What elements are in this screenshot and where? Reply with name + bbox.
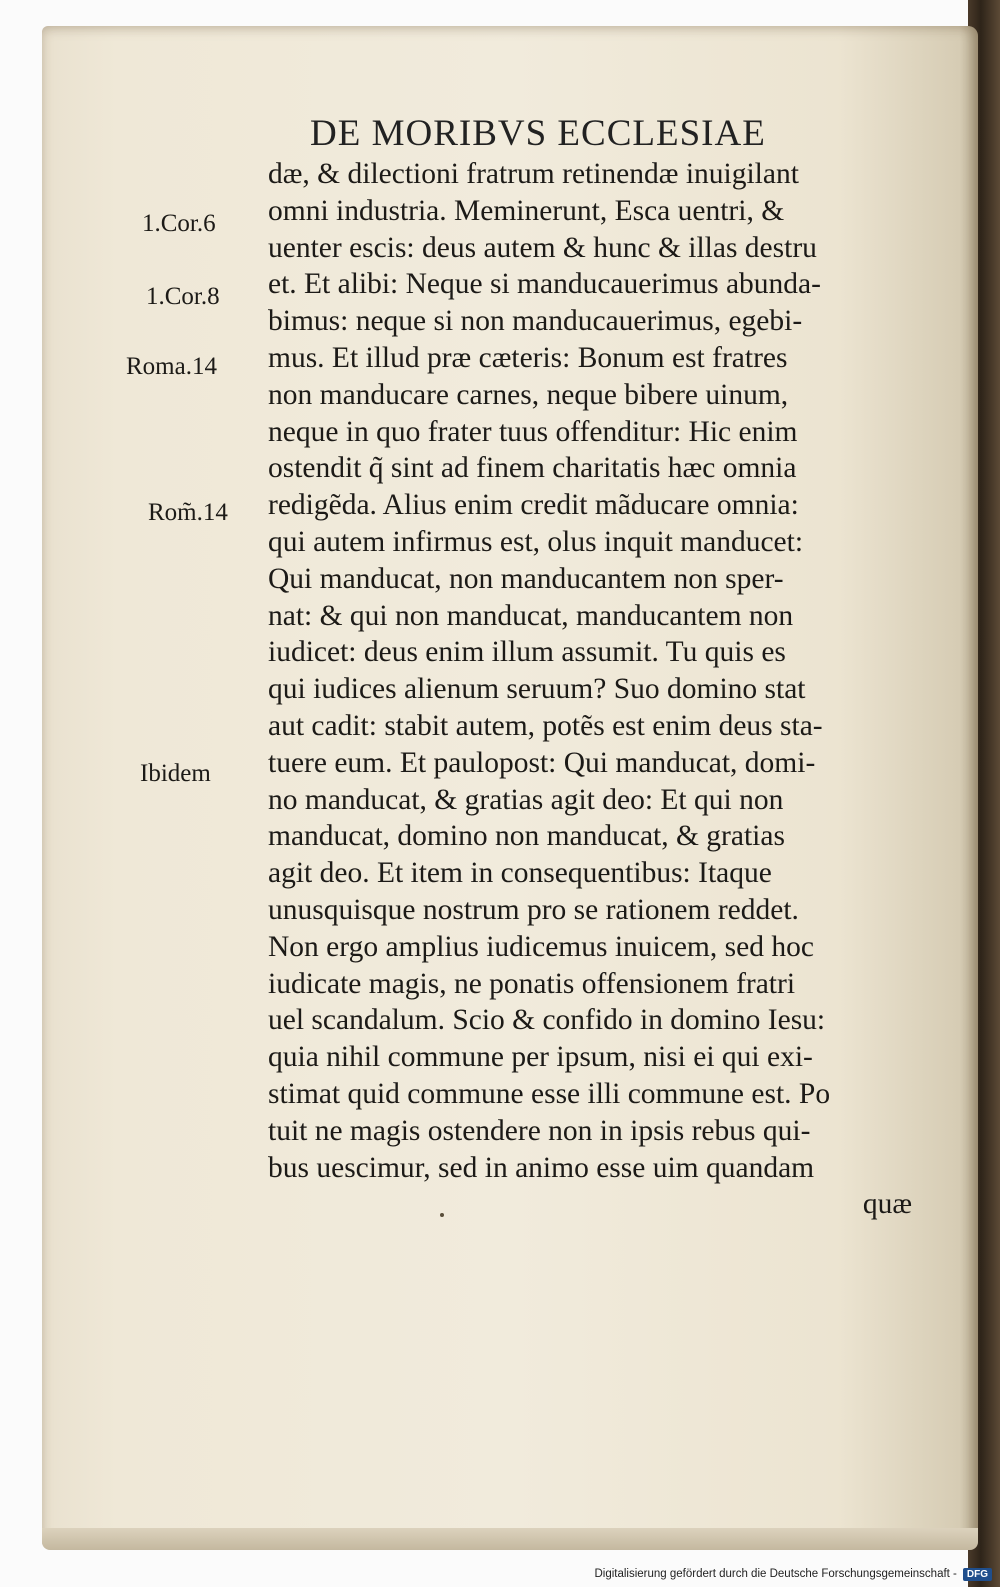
margin-note-2: 1.Cor.8 — [146, 283, 220, 310]
text-line: nat: & qui non manducat, manducantem non — [268, 599, 794, 632]
text-line: qui iudices alienum seruum? Suo domino stat — [268, 673, 806, 706]
margin-note-4: Rom̃.14 — [148, 499, 228, 526]
dfg-logo: DFG — [963, 1568, 992, 1581]
text-line: omni industria. Meminerunt, Esca uentri, & — [268, 194, 785, 227]
text-line: Non ergo amplius iudicemus inuicem, sed hoc — [268, 930, 814, 963]
text-line: tuit ne magis ostendere non in ipsis rebus qui- — [268, 1114, 811, 1147]
text-line: uenter escis: deus autem & hunc & illas destru — [268, 231, 817, 264]
text-line: iudicet: deus enim illum assumit. Tu quis es — [268, 636, 786, 669]
text-line: stimat quid commune esse illi commune est. Po — [268, 1077, 831, 1110]
text-line: non manducare carnes, neque bibere uinum, — [268, 378, 789, 411]
text-line: redigẽda. Alius enim credit mãducare omnia: — [268, 489, 799, 522]
footer-credit-text: Digitalisierung gefördert durch die Deutsche Forschungsgemeinschaft - — [594, 1568, 957, 1580]
text-line: iudicate magis, ne ponatis offensionem fratri — [268, 967, 796, 1000]
text-line: manducat, domino non manducat, & gratias — [268, 820, 785, 853]
text-line: agit deo. Et item in consequentibus: Itaque — [268, 857, 772, 890]
catchword: quæ — [862, 1188, 912, 1221]
text-line: tuere eum. Et paulopost: Qui manducat, domi- — [268, 746, 816, 779]
margin-note-3: Roma.14 — [126, 353, 217, 380]
text-line: Qui manducat, non manducantem non sper- — [268, 562, 784, 595]
page-bottom-edge — [42, 1528, 978, 1550]
text-line: ostendit q̃ sint ad finem charitatis hæc omnia — [268, 452, 797, 485]
margin-note-1: 1.Cor.6 — [142, 210, 216, 237]
text-line: qui autem infirmus est, olus inquit manducet: — [268, 525, 804, 558]
text-line: neque in quo frater tuus offenditur: Hic enim — [268, 415, 798, 448]
text-line: no manducat, & gratias agit deo: Et qui non — [268, 783, 784, 816]
text-line: quia nihil commune per ipsum, nisi ei qui exi- — [268, 1041, 813, 1074]
text-line: bus uescimur, sed in animo esse uim quandam — [268, 1151, 815, 1184]
text-line: et. Et alibi: Neque si manducauerimus abunda- — [268, 268, 821, 301]
ink-speck — [440, 1213, 444, 1217]
text-line: bimus: neque si non manducauerimus, egebi- — [268, 305, 803, 338]
digitization-footer — [560, 1564, 992, 1584]
text-line: unusquisque nostrum pro se rationem reddet. — [268, 893, 799, 926]
text-line: mus. Et illud præ cæteris: Bonum est fratres — [268, 341, 788, 374]
body-text — [268, 156, 948, 1223]
text-line: aut cadit: stabit autem, potẽs est enim deus sta- — [268, 709, 823, 742]
margin-note-5: Ibidem — [140, 760, 211, 787]
running-head: DE MORIBVS ECCLESIAE — [310, 113, 766, 154]
text-line: uel scandalum. Scio & confido in domino Iesu: — [268, 1004, 826, 1037]
text-line: dæ, & dilectioni fratrum retinendæ inuigilant — [268, 158, 799, 190]
